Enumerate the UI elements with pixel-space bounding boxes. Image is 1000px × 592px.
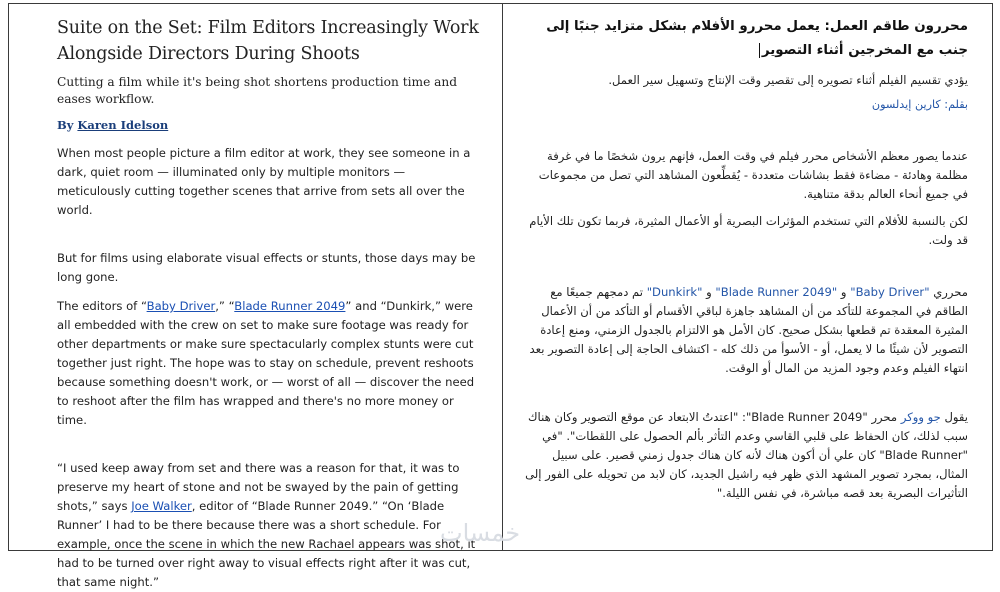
arabic-paragraph-3 xyxy=(521,283,968,378)
text-cursor xyxy=(759,43,760,58)
english-byline xyxy=(57,118,482,132)
ar-p3-b: تم دمجهم جميعًا مع الطاقم في المجموعة للتأكد من أن المشاهد جاهزة لباقي الأقسام أو التأكد من أن الأعمال المثيرة المعقدة تم قطعها بشكل صحيح. كان الأمل هو الالتزام بالجدول الزمني، ومنع إعادة التصوير لأن شيئًا ما لا يعمل، أو - الأسوأ من ذلك كله - اكتشاف الحاجة إلى إعادة التصوير بعد انتهاء الفيلم وعدم وجود المزيد من المال أو الوقت. xyxy=(529,285,968,375)
arabic-paragraph-1: عندما يصور معظم الأشخاص محرر فيلم في وقت العمل، فإنهم يرون شخصًا ما في غرفة مظلمة وهادئة - مضاءة فقط بشاشات متعددة - يُقطِّعون المشاهد التي تصل من مجموعات في جميع أنحاء العالم بدقة متناهية. xyxy=(538,149,968,201)
watermark-logo: خمسات xyxy=(440,519,521,547)
ar-and-2: و xyxy=(702,285,716,299)
arabic-title-text: محررون طاقم العمل: يعمل محررو الأفلام بشكل متزايد جنبًا إلى جنب مع المخرجين أثناء التصوير xyxy=(546,19,968,58)
byline-prefix: By xyxy=(57,118,74,132)
p3-text-a: The editors of “ xyxy=(57,299,147,313)
baby-driver-link[interactable]: Baby Driver xyxy=(146,299,216,313)
ar-p3-a: محرري xyxy=(929,285,968,299)
arabic-paragraph-4 xyxy=(521,408,968,503)
arabic-byline-prefix: بقلم: xyxy=(944,98,968,111)
ar-blade-runner[interactable]: "Blade Runner 2049" xyxy=(715,285,838,299)
ar-and-1: و xyxy=(837,285,851,299)
arabic-subtitle: يؤدي تقسيم الفيلم أثناء تصويره إلى تقصير وقت الإنتاج وتسهيل سير العمل. xyxy=(608,73,968,87)
english-paragraph-1: When most people picture a film editor at work, they see someone in a dark, quiet room — illuminated only by multiple monitors — meticulously cutting together scenes that arrive from sets all over the world. xyxy=(57,146,471,217)
arabic-paragraph-2: لكن بالنسبة للأفلام التي تستخدم المؤثرات البصرية أو الأعمال المثيرة، فربما تكون تلك الأيام قد ولت. xyxy=(529,214,968,247)
p4-text-b: , editor of “Blade Runner 2049.” “On ‘Blade Runner’ I had to be there because there was a short schedule. For example, once the scene in which the new Rachael appears was shot, it had to be turned over right away to visual effects right after it was cut, that same night.” xyxy=(57,499,476,589)
english-paragraph-2: But for films using elaborate visual effects or stunts, those days may be long gone. xyxy=(57,251,476,284)
p4-text-a: “I used keep away from set and there was a reason for that, it was to preserve my heart of stone and not be swayed by the pain of getting shots,” says xyxy=(57,461,460,513)
english-column xyxy=(57,15,482,592)
ar-baby-driver[interactable]: "Baby Driver" xyxy=(850,285,930,299)
column-divider xyxy=(502,3,503,551)
joe-walker-link[interactable]: Joe Walker xyxy=(131,499,192,513)
english-paragraph-4 xyxy=(57,459,482,592)
arabic-byline xyxy=(521,98,968,111)
arabic-author-link[interactable]: كارين إيدلسون xyxy=(871,98,941,111)
arabic-column xyxy=(521,15,968,503)
blade-runner-link[interactable]: Blade Runner 2049 xyxy=(234,299,346,313)
p3-text-b: ,” “ xyxy=(215,299,235,313)
english-title: Suite on the Set: Film Editors Increasingly Work Alongside Directors During Shoots xyxy=(57,18,479,64)
ar-p4-a: يقول xyxy=(940,410,968,424)
arabic-title xyxy=(521,15,968,63)
author-link[interactable]: Karen Idelson xyxy=(77,118,169,132)
ar-p4-b: محرر "Blade Runner 2049": "اعتدتُ الابتعاد عن موقع التصوير وكان هناك سبب لذلك، كان الحفاظ على قلبي القاسي وعدم التأثر بألم الحصول على اللقطات". "في "Blade Runner" كان علي أن أكون هناك لأنه كان هناك جدول زمني قصير. على سبيل المثال، بمجرد تصوير المشهد الذي ظهر فيه راشيل الجديد، كان لابد من تحويله على الفور إلى التأثيرات البصرية بعد قصه مباشرة، في نفس الليلة." xyxy=(525,410,968,500)
english-subtitle: Cutting a film while it's being shot shortens production time and eases workflow. xyxy=(57,75,458,106)
ar-joe-walker-link[interactable]: جو ووكر xyxy=(900,410,941,424)
p3-text-c: ” and “Dunkirk,” were all embedded with the crew on set to make sure footage was ready for other departments or make sure spectacularly complex stunts were cut together just right. The hope was to stay on schedule, prevent reshoots because something doesn't work, or — worst of all — discover the need to reshoot after the film has wrapped and there's no more money or time. xyxy=(57,299,475,427)
ar-dunkirk[interactable]: "Dunkirk" xyxy=(646,285,703,299)
english-paragraph-3 xyxy=(57,297,482,430)
